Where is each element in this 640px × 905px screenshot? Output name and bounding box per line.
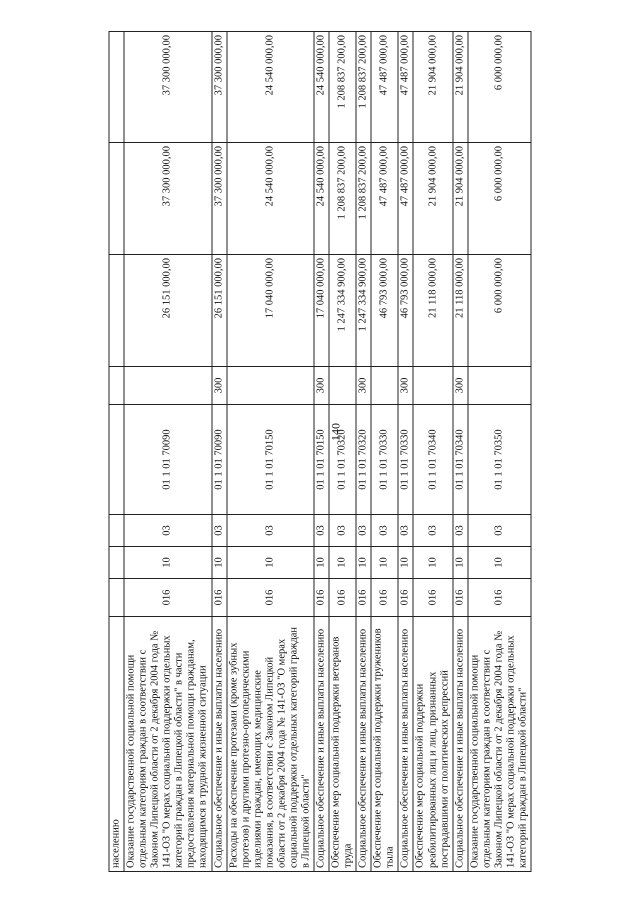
target-article-code: 01 1 01 70320 [356,405,371,515]
table-row [413,32,452,872]
target-article-code: 01 1 01 70320 [329,405,356,515]
amount-year-3: 24 540 000,00 [227,32,314,143]
section-code: 10 [212,547,227,579]
amount-year-1: 17 040 000,00 [314,255,329,367]
row-description: Социальное обеспечение и иные выплаты населению [398,617,413,872]
department-code: 016 [371,579,398,617]
amount-year-1: 1 247 334 900,00 [329,255,356,367]
section-code: 10 [453,547,468,579]
expense-type-code: 300 [356,367,371,405]
department-code: 016 [453,579,468,617]
row-description: Обеспечение мер социальной поддержки реабилитированных лиц и лиц, признанных пострадавшими от политических репрессий [413,617,452,872]
department-code: 016 [468,579,531,617]
section-code [109,547,124,579]
section-code: 10 [371,547,398,579]
amount-year-3: 6 000 000,00 [468,32,531,143]
amount-year-1 [109,255,124,367]
amount-year-3 [109,32,124,143]
expense-type-code [468,367,531,405]
section-code: 10 [329,547,356,579]
table-row [453,32,468,872]
table-row [468,32,531,872]
expense-type-code [109,367,124,405]
budget-table [109,31,532,872]
amount-year-1: 46 793 000,00 [371,255,398,367]
page-number: 140 [328,423,343,441]
subsection-code: 03 [124,515,211,547]
section-code: 10 [468,547,531,579]
row-description: Оказание государственной социальной помощи отдельным категориям граждан в соответствии с Законом Липецкой области от 2 декабря 2004 года № 141-ОЗ "О мерах социальной поддержки отдельных категорий граждан в Липецкой области" в части предоставления материальной помощи гражданам, находящимся в трудной жизненной ситуации [124,617,211,872]
row-description: Оказание государственной социальной помощи отдельным категориям граждан в соответствии с Законом Липецкой области от 2 декабря 2004 года № 141-ОЗ "О мерах социальной поддержки отдельных категорий граждан в Липецкой области" [468,617,531,872]
row-description: Социальное обеспечение и иные выплаты населению [453,617,468,872]
amount-year-1: 46 793 000,00 [398,255,413,367]
department-code: 016 [413,579,452,617]
amount-year-1: 26 151 000,00 [212,255,227,367]
amount-year-3: 47 487 000,00 [398,32,413,143]
target-article-code: 01 1 01 70090 [124,405,211,515]
subsection-code: 03 [398,515,413,547]
section-code: 10 [124,547,211,579]
subsection-code: 03 [329,515,356,547]
expense-type-code: 300 [212,367,227,405]
amount-year-3: 21 904 000,00 [413,32,452,143]
amount-year-2: 47 487 000,00 [398,143,413,255]
subsection-code: 03 [212,515,227,547]
expense-type-code [371,367,398,405]
table-row [124,32,211,872]
amount-year-3: 47 487 000,00 [371,32,398,143]
expense-type-code [227,367,314,405]
amount-year-3: 1 208 837 200,00 [329,32,356,143]
department-code: 016 [356,579,371,617]
amount-year-2: 6 000 000,00 [468,143,531,255]
table-body [109,32,531,872]
expense-type-code [124,367,211,405]
target-article-code: 01 1 01 70350 [468,405,531,515]
target-article-code: 01 1 01 70150 [314,405,329,515]
table-row [109,32,124,872]
expense-type-code: 300 [398,367,413,405]
section-code: 10 [314,547,329,579]
table-row [227,32,314,872]
table-row [329,32,356,872]
section-code: 10 [398,547,413,579]
subsection-code: 03 [453,515,468,547]
department-code: 016 [398,579,413,617]
amount-year-2: 21 904 000,00 [413,143,452,255]
table-row [398,32,413,872]
amount-year-3: 37 300 000,00 [124,32,211,143]
section-code: 10 [356,547,371,579]
subsection-code: 03 [227,515,314,547]
table-row [212,32,227,872]
subsection-code: 03 [413,515,452,547]
section-code: 10 [227,547,314,579]
subsection-code [109,515,124,547]
target-article-code: 01 1 01 70330 [398,405,413,515]
amount-year-2: 37 300 000,00 [124,143,211,255]
amount-year-2 [109,143,124,255]
subsection-code: 03 [371,515,398,547]
amount-year-1: 1 247 334 900,00 [356,255,371,367]
department-code: 016 [212,579,227,617]
row-description: населению [109,617,124,872]
department-code: 016 [227,579,314,617]
expense-type-code [329,367,356,405]
subsection-code: 03 [356,515,371,547]
table-row [314,32,329,872]
row-description: Обеспечение мер социальной поддержки ветеранов труда [329,617,356,872]
target-article-code: 01 1 01 70150 [227,405,314,515]
table-row [371,32,398,872]
amount-year-2: 21 904 000,00 [453,143,468,255]
amount-year-3: 24 540 000,00 [314,32,329,143]
target-article-code [109,405,124,515]
amount-year-1: 6 000 000,00 [468,255,531,367]
amount-year-2: 37 300 000,00 [212,143,227,255]
subsection-code: 03 [314,515,329,547]
amount-year-1: 21 118 000,00 [413,255,452,367]
row-description: Социальное обеспечение и иные выплаты населению [212,617,227,872]
target-article-code: 01 1 01 70340 [453,405,468,515]
target-article-code: 01 1 01 70090 [212,405,227,515]
amount-year-1: 21 118 000,00 [453,255,468,367]
department-code [109,579,124,617]
amount-year-2: 1 208 837 200,00 [356,143,371,255]
expense-type-code: 300 [453,367,468,405]
subsection-code: 03 [468,515,531,547]
amount-year-1: 26 151 000,00 [124,255,211,367]
table-row [356,32,371,872]
department-code: 016 [329,579,356,617]
department-code: 016 [314,579,329,617]
department-code: 016 [124,579,211,617]
row-description: Обеспечение мер социальной поддержки тружеников тыла [371,617,398,872]
row-description: Социальное обеспечение и иные выплаты населению [356,617,371,872]
amount-year-2: 47 487 000,00 [371,143,398,255]
target-article-code: 01 1 01 70340 [413,405,452,515]
section-code: 10 [413,547,452,579]
amount-year-3: 1 208 837 200,00 [356,32,371,143]
amount-year-2: 24 540 000,00 [314,143,329,255]
amount-year-3: 21 904 000,00 [453,32,468,143]
row-description: Расходы на обеспечение протезами (кроме зубных протезов) и другими протезно-ортопедическими изделиями граждан, имеющих медицинские показания, в соответствии с Законом Липецкой области от 2 декабря 2004 года № 141-ОЗ "О мерах социальной поддержки отдельных категорий граждан в Липецкой области" [227,617,314,872]
amount-year-2: 1 208 837 200,00 [329,143,356,255]
amount-year-1: 17 040 000,00 [227,255,314,367]
amount-year-2: 24 540 000,00 [227,143,314,255]
rotated-page [109,32,532,872]
expense-type-code: 300 [314,367,329,405]
row-description: Социальное обеспечение и иные выплаты населению [314,617,329,872]
amount-year-3: 37 300 000,00 [212,32,227,143]
expense-type-code [413,367,452,405]
target-article-code: 01 1 01 70330 [371,405,398,515]
